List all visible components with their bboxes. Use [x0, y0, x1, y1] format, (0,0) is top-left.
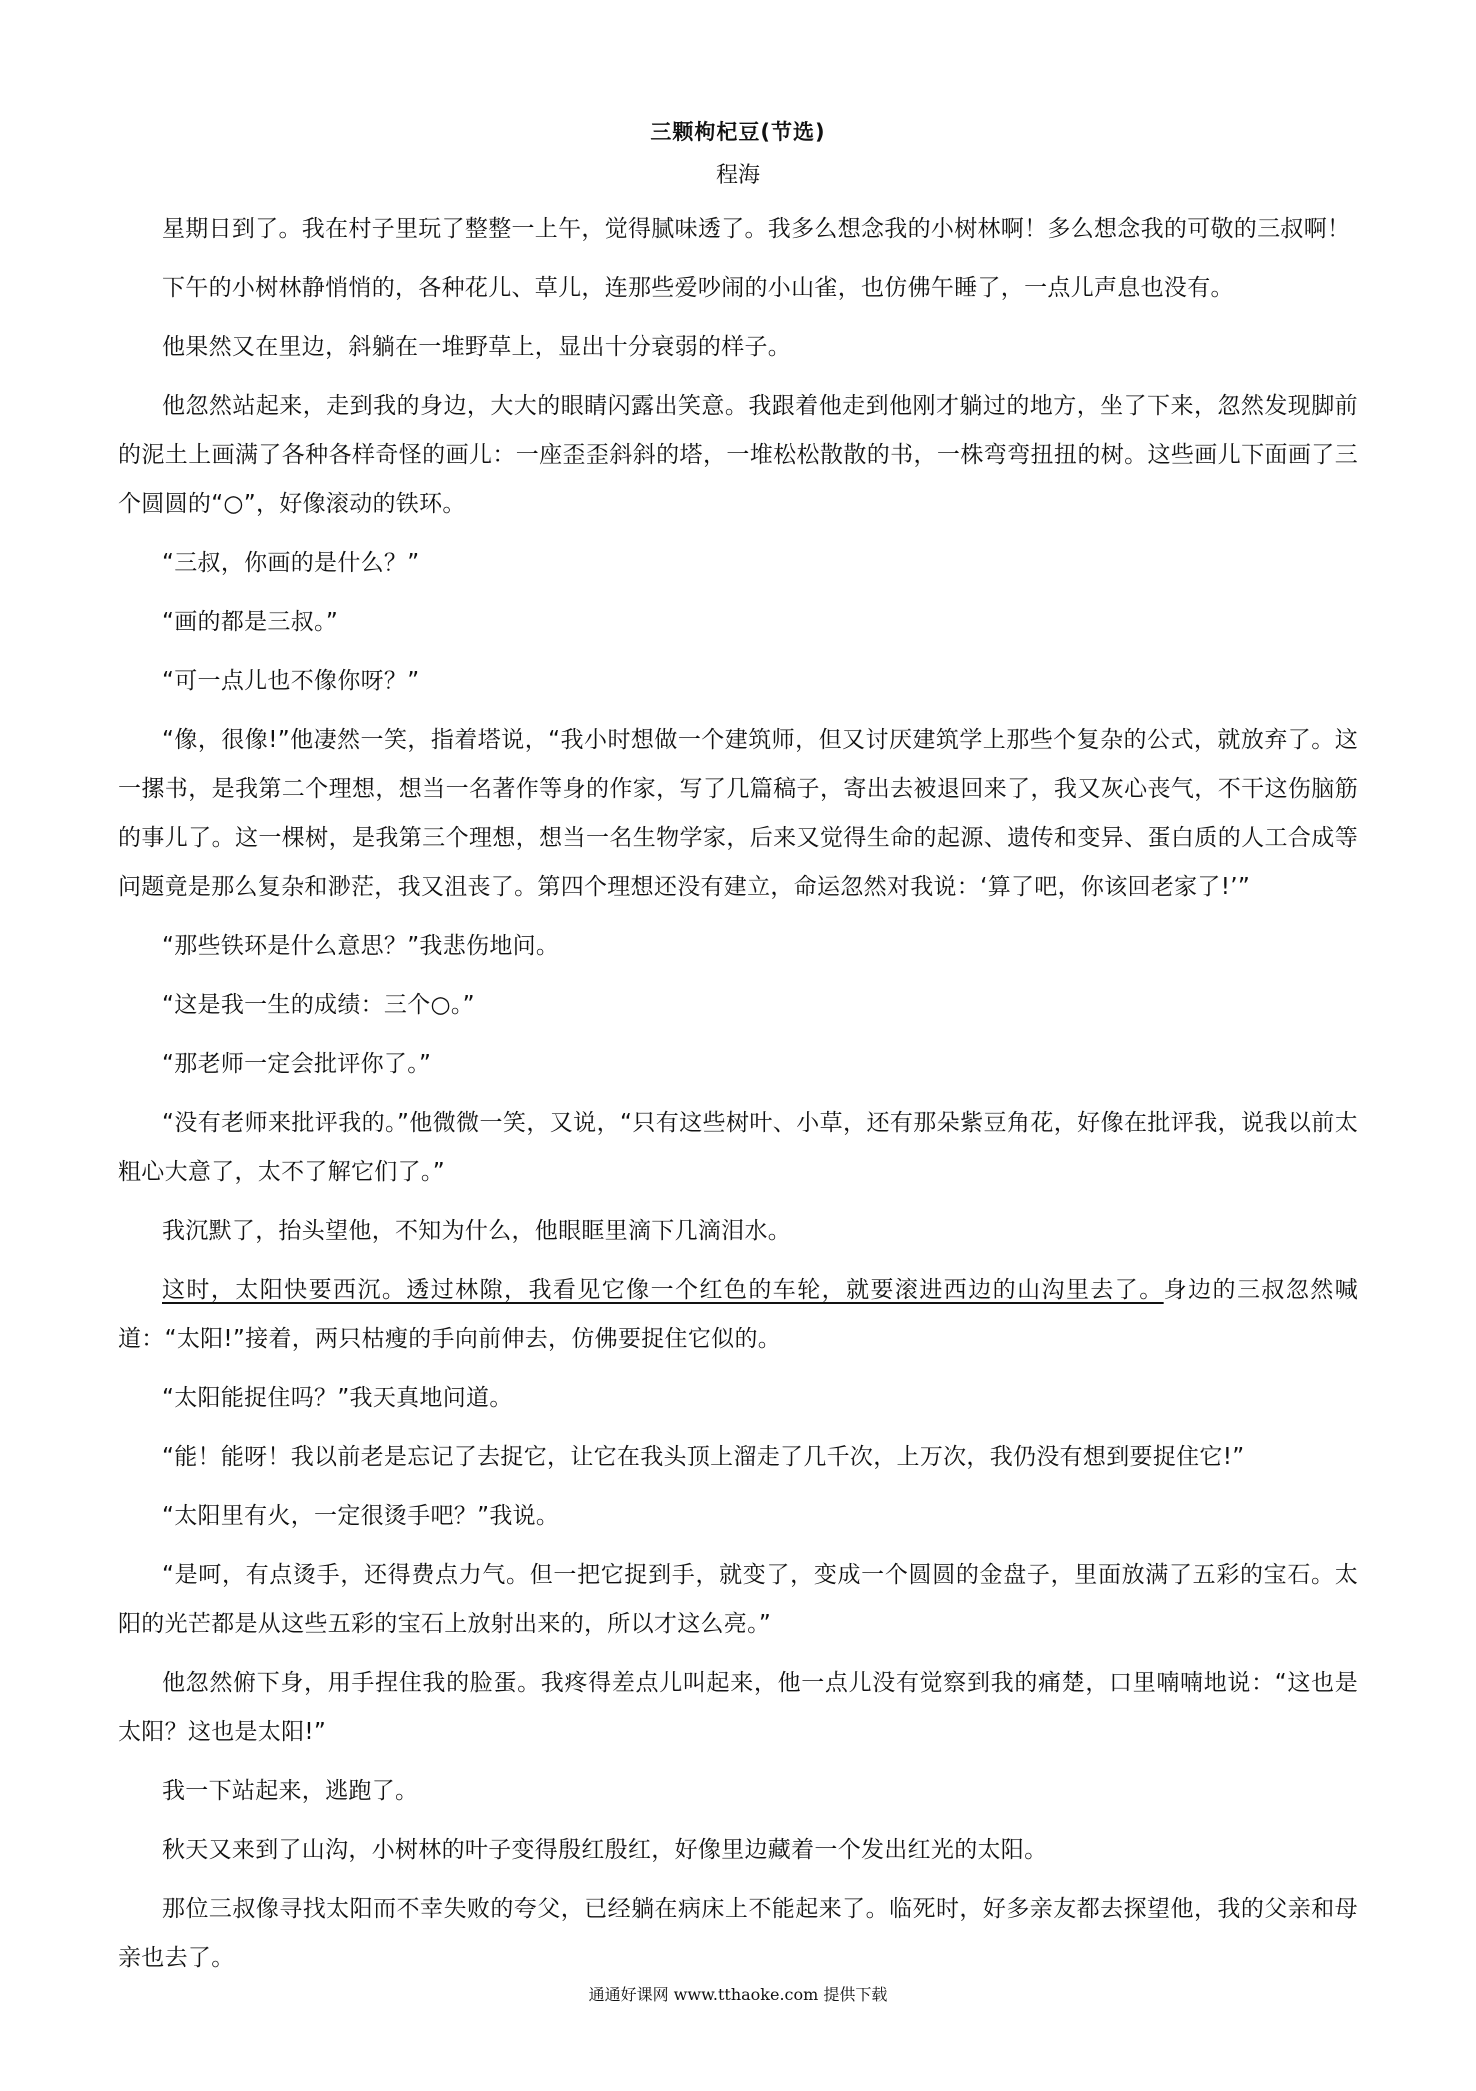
footer-source: 通通好课网 www.tthaoke.com 提供下载	[588, 1985, 888, 2004]
paragraph: “那老师一定会批评你了。”	[162, 1051, 432, 1077]
paragraph: “可一点儿也不像你呀？”	[162, 668, 420, 694]
paragraph: 他忽然站起来，走到我的身边，大大的眼睛闪露出笑意。我跟着他走到他刚才躺过的地方，坐了下来，忽然发现脚前的泥土上画满了各种各样奇怪的画儿：一座歪歪斜斜的塔，一堆松松散散的书，一株弯弯扭扭的树。这些画儿下面画了三个圆圆的“○”，好像滚动的铁环。	[118, 393, 1358, 517]
paragraph: “太阳能捉住吗？”我天真地问道。	[162, 1385, 513, 1411]
paragraph: “画的都是三叔。”	[162, 609, 339, 635]
paragraph: “这是我一生的成绩：三个○。”	[162, 992, 475, 1018]
paragraph: 秋天又来到了山沟，小树林的叶子变得殷红殷红，好像里边藏着一个发出红光的太阳。	[162, 1837, 1048, 1863]
paragraph: “像，很像!”他凄然一笑，指着塔说，“我小时想做一个建筑师，但又讨厌建筑学上那些个复杂的公式，就放弃了。这一摞书，是我第二个理想，想当一名著作等身的作家，写了几篇稿子，寄出去被退回来了，我又灰心丧气，不干这伤脑筋的事儿了。这一棵树，是我第三个理想，想当一名生物学家，后来又觉得生命的起源、遗传和变异、蛋白质的人工合成等问题竟是那么复杂和渺茫，我又沮丧了。第四个理想还没有建立，命运忽然对我说：‘算了吧，你该回老家了!’”	[118, 727, 1358, 900]
paragraph: 星期日到了。我在村子里玩了整整一上午，觉得腻味透了。我多么想念我的小树林啊！多么想念我的可敬的三叔啊！	[162, 216, 1351, 242]
paragraph: 我一下站起来，逃跑了。	[162, 1778, 419, 1804]
paragraph: “没有老师来批评我的。”他微微一笑，又说，“只有这些树叶、小草，还有那朵紫豆角花，好像在批评我，说我以前太粗心大意了，太不了解它们了。”	[118, 1110, 1358, 1185]
paragraph: “三叔，你画的是什么？”	[162, 550, 420, 576]
paragraph: “是呵，有点烫手，还得费点力气。但一把它捉到手，就变了，变成一个圆圆的金盘子，里面放满了五彩的宝石。太阳的光芒都是从这些五彩的宝石上放射出来的，所以才这么亮。”	[118, 1562, 1358, 1637]
article-body	[118, 205, 1358, 1983]
paragraph-rest: 身边的三叔忽然喊道：“太阳!”接着，两只枯瘦的手向前伸去，仿佛要捉住它似的。	[118, 1277, 1358, 1352]
paragraph: “能！能呀！我以前老是忘记了去捉它，让它在我头顶上溜走了几千次，上万次，我仍没有想到要捉住它!”	[162, 1444, 1245, 1470]
paragraph: “太阳里有火，一定很烫手吧？”我说。	[162, 1503, 560, 1529]
article-author: 程海	[715, 163, 760, 188]
paragraph: 我沉默了，抬头望他，不知为什么，他眼眶里滴下几滴泪水。	[162, 1218, 792, 1244]
paragraph: 下午的小树林静悄悄的，各种花儿、草儿，连那些爱吵闹的小山雀，也仿佛午睡了，一点儿声息也没有。	[162, 275, 1234, 301]
article-title: 三颗枸杞豆(节选)	[650, 120, 826, 144]
paragraph: “那些铁环是什么意思？”我悲伤地问。	[162, 933, 560, 959]
paragraph: 他忽然俯下身，用手捏住我的脸蛋。我疼得差点儿叫起来，他一点儿没有觉察到我的痛楚，口里喃喃地说：“这也是太阳？这也是太阳!”	[118, 1670, 1358, 1745]
paragraph: 那位三叔像寻找太阳而不幸失败的夸父，已经躺在病床上不能起来了。临死时，好多亲友都去探望他，我的父亲和母亲也去了。	[118, 1896, 1358, 1971]
underlined-paragraph	[118, 1266, 1358, 1364]
underlined-sentence: 这时，太阳快要西沉。透过林隙，我看见它像一个红色的车轮，就要滚进西边的山沟里去了。	[162, 1277, 1164, 1303]
paragraph: 他果然又在里边，斜躺在一堆野草上，显出十分衰弱的样子。	[162, 334, 792, 360]
